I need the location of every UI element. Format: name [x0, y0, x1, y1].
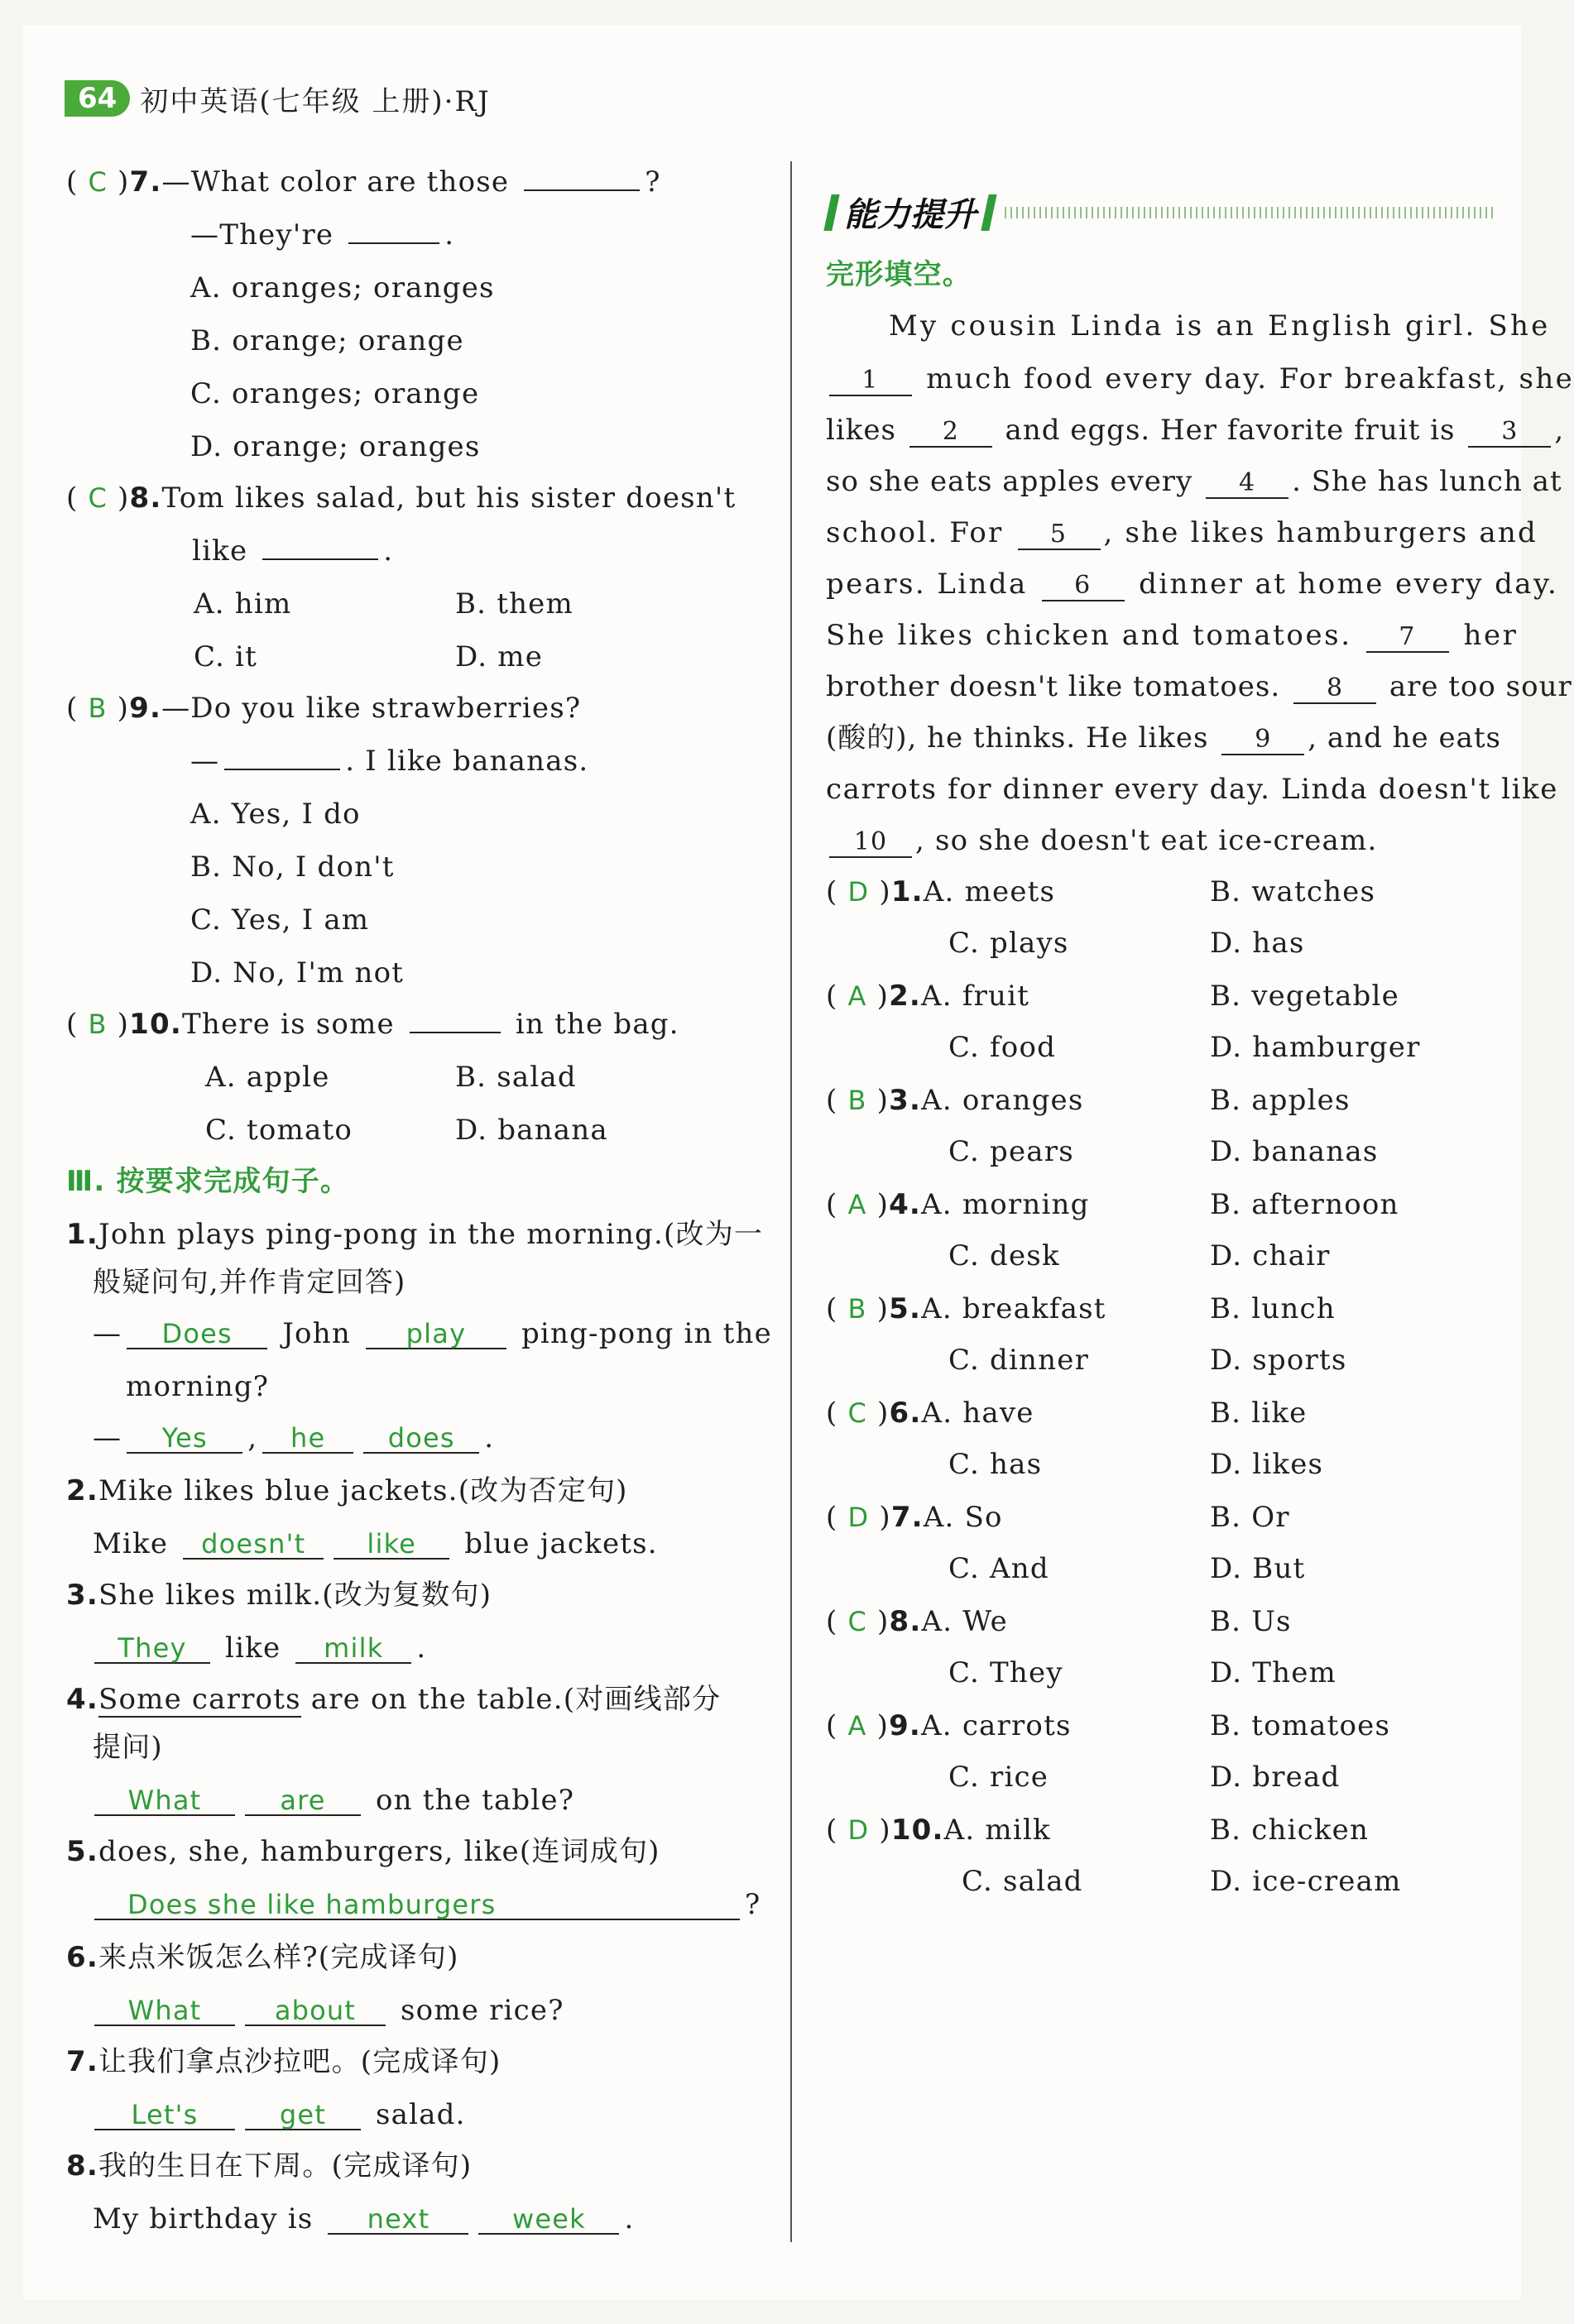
cloze-answer: B	[847, 1293, 867, 1325]
sentence-1-answer: — Does John play ping-pong in the	[93, 1317, 772, 1350]
cloze-question-6: ( C )6.A. have	[826, 1397, 1034, 1430]
cloze-answer: A	[847, 980, 867, 1012]
option: A. him	[194, 587, 292, 621]
cloze-question-2: ( A )2.A. fruit	[826, 980, 1030, 1013]
option-c: C. pears	[948, 1135, 1074, 1168]
option-d: D. bananas	[1210, 1135, 1379, 1168]
cloze-heading: 完形填空。	[826, 258, 972, 291]
cloze-answer: A	[847, 1710, 867, 1742]
book-title: 初中英语(七年级 上册)·RJ	[140, 84, 491, 118]
option: D. banana	[455, 1114, 608, 1147]
option-d: D. bread	[1210, 1761, 1341, 1794]
answer-blank: Yes	[127, 1424, 242, 1454]
cloze-question-8: ( C )8.A. We	[826, 1605, 1008, 1638]
passage-blank: 3	[1468, 418, 1551, 448]
sentence-4: 4.Some carrots are on the table.(对画线部分	[66, 1683, 722, 1716]
option-a: A. fruit	[921, 980, 1030, 1013]
option-a: A. morning	[921, 1188, 1090, 1221]
cloze-answer: C	[847, 1397, 868, 1429]
answer-blank: They	[94, 1634, 210, 1664]
passage-line: pears. Linda 6 dinner at home every day.	[826, 568, 1559, 601]
sentence-4-line2: 提问)	[93, 1731, 163, 1764]
option-c: C. salad	[962, 1865, 1083, 1898]
cloze-question-9: ( A )9.A. carrots	[826, 1709, 1072, 1742]
option: C. it	[194, 640, 257, 673]
passage-line: carrots for dinner every day. Linda doesn't like	[826, 773, 1558, 806]
sentence-5: 5.does, she, hamburgers, like(连词成句)	[66, 1835, 660, 1868]
option-a: A. oranges	[921, 1084, 1084, 1117]
option-a: A. carrots	[921, 1709, 1072, 1742]
cloze-answer: C	[847, 1606, 868, 1637]
option: D. No, I'm not	[190, 956, 405, 989]
passage-blank: 6	[1042, 572, 1125, 601]
answer-blank: Does she like hamburgers	[94, 1890, 740, 1920]
passage-blank: 7	[1366, 623, 1449, 653]
passage-line: likes 2 and eggs. Her favorite fruit is 3 ,	[826, 414, 1565, 447]
answer-blank: Let's	[94, 2101, 235, 2130]
option-c: C. plays	[948, 927, 1069, 960]
answer-7: C	[88, 166, 108, 198]
answer-10: B	[88, 1009, 108, 1040]
option-a: A. meets	[923, 875, 1056, 908]
option-a: A. So	[923, 1501, 1003, 1534]
sentence-6: 6.来点米饭怎么样?(完成译句)	[66, 1941, 459, 1974]
column-divider	[790, 161, 792, 2242]
option-d: D. sports	[1210, 1344, 1347, 1377]
option: B. them	[455, 587, 573, 621]
option-c: C. And	[948, 1552, 1049, 1585]
sentence-6-answer: What about some rice?	[89, 1994, 564, 2027]
sentence-3: 3.She likes milk.(改为复数句)	[66, 1579, 492, 1612]
question-8: ( C )8.Tom likes salad, but his sister doesn't	[66, 482, 737, 515]
sentence-8-answer: My birthday is next week .	[93, 2202, 635, 2235]
option: C. oranges; orange	[190, 377, 480, 410]
answer-blank: does	[363, 1424, 479, 1454]
option-c: C. desk	[948, 1239, 1060, 1272]
sentence-5-answer: Does she like hamburgers ?	[89, 1888, 761, 1921]
cloze-question-1: ( D )1.A. meets	[826, 875, 1056, 908]
option: D. orange; oranges	[190, 430, 481, 463]
option-a: A. We	[921, 1605, 1008, 1638]
option: A. Yes, I do	[190, 798, 361, 831]
passage-blank: 5	[1018, 520, 1101, 550]
answer-9: B	[88, 692, 108, 724]
option-c: C. rice	[948, 1761, 1049, 1794]
option-b: B. Us	[1210, 1605, 1292, 1638]
option-c: C. dinner	[948, 1344, 1090, 1377]
cloze-question-7: ( D )7.A. So	[826, 1501, 1003, 1534]
option-b: B. watches	[1210, 875, 1376, 908]
option-b: B. vegetable	[1210, 980, 1399, 1013]
option-d: D. has	[1210, 927, 1305, 960]
section-title: 能力提升	[844, 196, 977, 234]
answer-blank: he	[262, 1424, 353, 1454]
blank	[224, 769, 340, 770]
cloze-question-4: ( A )4.A. morning	[826, 1188, 1090, 1221]
passage-line: so she eats apples every 4 . She has lunch at	[826, 465, 1562, 498]
option-c: C. food	[948, 1031, 1057, 1064]
option: A. apple	[205, 1061, 330, 1094]
answer-blank: like	[334, 1530, 449, 1560]
answer-blank: doesn't	[183, 1530, 324, 1560]
cloze-question-5: ( B )5.A. breakfast	[826, 1292, 1106, 1325]
answer-blank: are	[245, 1786, 361, 1816]
option-b: B. afternoon	[1210, 1188, 1399, 1221]
cloze-answer: B	[847, 1085, 867, 1116]
option-b: B. tomatoes	[1210, 1709, 1391, 1742]
answer-blank: play	[366, 1320, 506, 1349]
cloze-answer: D	[847, 1502, 870, 1533]
answer-blank: get	[245, 2101, 361, 2130]
option-d: D. But	[1210, 1552, 1306, 1585]
question-7-reply: —They're .	[190, 218, 455, 252]
passage-blank: 9	[1221, 726, 1304, 755]
option-a: A. have	[921, 1397, 1034, 1430]
sentence-8: 8.我的生日在下周。(完成译句)	[66, 2149, 473, 2183]
answer-blank: What	[94, 1786, 235, 1816]
passage-blank: 1	[829, 367, 912, 396]
blank	[262, 558, 378, 560]
option-b: B. apples	[1210, 1084, 1351, 1117]
option: D. me	[455, 640, 544, 673]
option-d: D. Them	[1210, 1656, 1336, 1689]
sentence-1-line2: 般疑问句,并作肯定回答)	[93, 1266, 406, 1299]
blank	[410, 1032, 501, 1033]
cloze-answer: D	[847, 876, 870, 908]
cloze-question-10: ( D )10.A. milk	[826, 1814, 1051, 1847]
sentence-1-reply: — Yes , he does .	[93, 1421, 495, 1454]
page-header	[65, 76, 491, 121]
option-c: C. has	[948, 1448, 1043, 1481]
option: C. tomato	[205, 1114, 353, 1147]
option: B. No, I don't	[190, 851, 395, 884]
underlined-phrase: Some carrots	[98, 1683, 301, 1716]
banner-dots	[1005, 207, 1493, 218]
cloze-question-3: ( B )3.A. oranges	[826, 1084, 1084, 1117]
question-7: ( C )7.—What color are those ?	[66, 165, 661, 199]
sentence-2: 2.Mike likes blue jackets.(改为否定句)	[66, 1474, 628, 1507]
passage-blank: 4	[1206, 469, 1288, 499]
option-d: D. chair	[1210, 1239, 1331, 1272]
option-a: A. breakfast	[921, 1292, 1106, 1325]
answer-blank: Does	[127, 1320, 267, 1349]
question-10: ( B )10.There is some in the bag.	[66, 1008, 679, 1041]
option-d: D. likes	[1210, 1448, 1324, 1481]
option-c: C. They	[948, 1656, 1063, 1689]
sentence-1-line3: morning?	[126, 1370, 270, 1403]
passage-blank: 8	[1293, 674, 1376, 704]
passage-line: 10 , so she doesn't eat ice-cream.	[826, 824, 1377, 858]
passage-line: My cousin Linda is an English girl. She	[889, 309, 1551, 343]
passage-line: 1 much food every day. For breakfast, she	[826, 362, 1574, 396]
question-9: ( B )9.—Do you like strawberries?	[66, 692, 582, 725]
option-b: B. like	[1210, 1397, 1308, 1430]
answer-blank: What	[94, 1996, 235, 2026]
passage-blank: 10	[829, 828, 912, 858]
passage-blank: 2	[909, 418, 992, 448]
question-9-reply: — . I like bananas.	[190, 745, 589, 778]
answer-blank: next	[328, 2205, 468, 2235]
answer-8: C	[88, 482, 108, 514]
cloze-answer: D	[847, 1814, 870, 1846]
page-number: 64	[65, 80, 130, 117]
sentence-1: 1.John plays ping-pong in the morning.(改为一	[66, 1218, 764, 1251]
sentence-7-answer: Let's get salad.	[89, 2098, 466, 2131]
passage-line: She likes chicken and tomatoes. 7 her	[826, 619, 1519, 652]
question-8-line2: like .	[192, 534, 394, 568]
option-d: D. ice-cream	[1210, 1865, 1402, 1898]
sentence-4-answer: What are on the table?	[89, 1784, 574, 1817]
option: A. oranges; oranges	[190, 271, 495, 304]
sentence-7: 7.让我们拿点沙拉吧。(完成译句)	[66, 2045, 501, 2078]
option-b: B. lunch	[1210, 1292, 1336, 1325]
option: B. salad	[455, 1061, 577, 1094]
ability-section-banner	[828, 189, 1493, 236]
passage-line: (酸的), he thinks. He likes 9 , and he eats	[826, 721, 1501, 755]
passage-line: school. For 5 , she likes hamburgers and	[826, 516, 1538, 549]
answer-blank: week	[478, 2205, 619, 2235]
option: C. Yes, I am	[190, 903, 370, 937]
blank	[348, 242, 439, 244]
option-b: B. chicken	[1210, 1814, 1370, 1847]
blank	[524, 189, 640, 191]
answer-blank: about	[245, 1996, 386, 2026]
sentence-2-answer: Mike doesn't like blue jackets.	[93, 1527, 658, 1560]
option-d: D. hamburger	[1210, 1031, 1421, 1064]
section-3-title: Ⅲ. 按要求完成句子。	[66, 1165, 350, 1198]
option-a: A. milk	[943, 1814, 1051, 1847]
passage-line: brother doesn't like tomatoes. 8 are too sour	[826, 670, 1572, 703]
sentence-3-answer: They like milk .	[89, 1632, 426, 1665]
option: B. orange; orange	[190, 324, 464, 357]
option-b: B. Or	[1210, 1501, 1290, 1534]
cloze-answer: A	[847, 1189, 867, 1220]
banner-bar	[981, 194, 996, 231]
answer-blank: milk	[295, 1634, 411, 1664]
